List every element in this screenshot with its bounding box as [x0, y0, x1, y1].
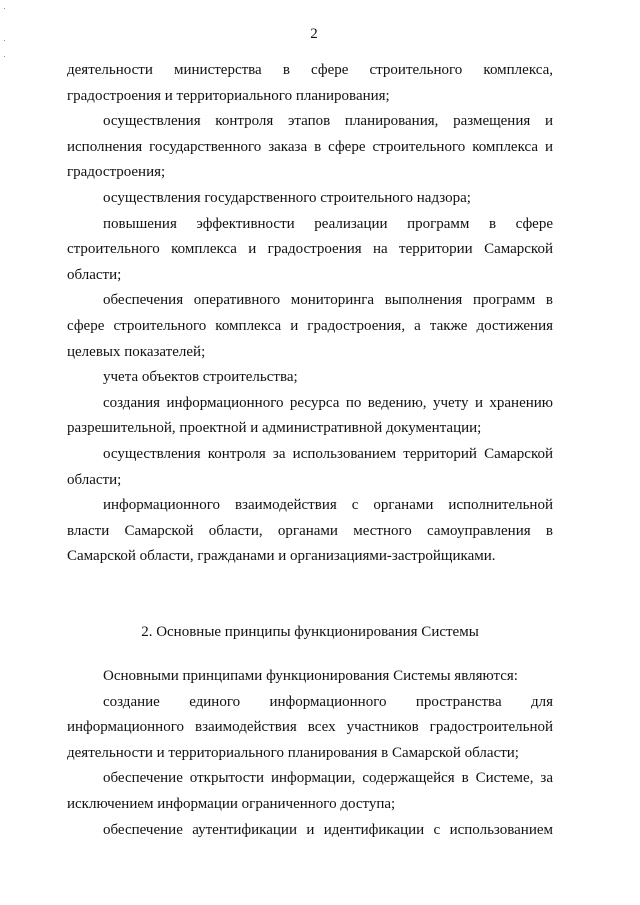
body-text-top	[67, 58, 553, 570]
margin-speck	[4, 56, 5, 57]
paragraph: деятельности министерства в сфере строительного комплекса, градостроения и территориального планирования;	[67, 62, 553, 104]
section-heading: 2. Основные принципы функционирования Системы	[141, 624, 479, 640]
paragraph: создания информационного ресурса по ведению, учету и хранению разрешительной, проектной и административной документации;	[67, 394, 553, 437]
paragraph: обеспечение аутентификации и идентификации с использованием	[103, 821, 553, 838]
paragraph: обеспечения оперативного мониторинга выполнения программ в сфере строительного комплекса и градостроения, а также достижения целевых показателей;	[67, 292, 553, 360]
paragraph: обеспечение открытости информации, содержащейся в Системе, за исключением информации ограниченного доступа;	[67, 770, 553, 812]
paragraph: осуществления контроля за использованием территорий Самарской области;	[67, 445, 553, 488]
paragraph: информационного взаимодействия с органами исполнительной власти Самарской области, органами местного самоуправления в Самарской области, гражданами и организациями-застройщиками.	[67, 497, 553, 565]
paragraph: Основными принципами функционирования Системы являются:	[103, 668, 518, 684]
paragraph: осуществления государственного строительного надзора;	[103, 189, 471, 206]
margin-speck	[4, 8, 5, 9]
section-heading-block	[67, 620, 553, 646]
body-text-bottom	[67, 664, 553, 843]
paragraph: создание единого информационного пространства для информационного взаимодействия всех участников градостроительной деятельности и территориального планирования в Самарской области;	[67, 693, 553, 761]
paragraph: повышения эффективности реализации программ в сфере строительного комплекса и градостроения на территории Самарской области;	[67, 215, 553, 283]
page-number: 2	[310, 26, 318, 42]
paragraph: учета объектов строительства;	[103, 369, 298, 386]
paragraph: осуществления контроля этапов планирования, размещения и исполнения государственного заказа в сфере строительного комплекса и градостроения;	[67, 113, 553, 181]
